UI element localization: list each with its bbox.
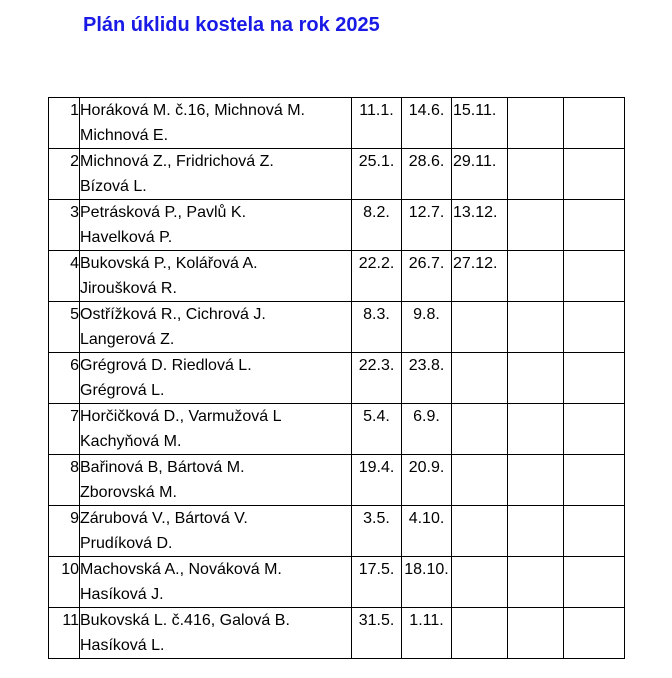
cleaning-team — [80, 455, 352, 506]
cleaning-team — [80, 200, 352, 251]
team-line-2: Langerová Z. — [80, 331, 175, 348]
date-cell-3 — [452, 608, 508, 659]
cleaning-team — [80, 557, 352, 608]
row-number: 10 — [49, 557, 80, 608]
empty-cell — [564, 98, 625, 149]
team-line-2: Havelková P. — [80, 229, 173, 246]
empty-cell — [508, 557, 564, 608]
date-cell-2: 12.7. — [402, 200, 452, 251]
table-row — [49, 404, 625, 455]
empty-cell — [508, 506, 564, 557]
row-number: 3 — [49, 200, 80, 251]
row-number: 9 — [49, 506, 80, 557]
row-number: 2 — [49, 149, 80, 200]
date-cell-2: 28.6. — [402, 149, 452, 200]
cleaning-team — [80, 608, 352, 659]
team-line-1: Michnová Z., Fridrichová Z. — [80, 153, 274, 170]
team-line-1: Bukovská P., Kolářová A. — [80, 255, 258, 272]
date-cell-3 — [452, 455, 508, 506]
team-line-1: Horčičková D., Varmužová L — [80, 408, 282, 425]
date-cell-2: 14.6. — [402, 98, 452, 149]
date-cell-3 — [452, 353, 508, 404]
cleaning-team — [80, 404, 352, 455]
date-cell-2: 18.10. — [402, 557, 452, 608]
date-cell-3: 29.11. — [452, 149, 508, 200]
cleaning-team — [80, 149, 352, 200]
date-cell-1: 22.3. — [352, 353, 402, 404]
team-line-1: Grégrová D. Riedlová L. — [80, 357, 252, 374]
team-line-1: Ostřížková R., Cichrová J. — [80, 306, 266, 323]
empty-cell — [564, 404, 625, 455]
table-row — [49, 200, 625, 251]
team-line-2: Kachyňová M. — [80, 433, 182, 450]
empty-cell — [564, 149, 625, 200]
date-cell-2: 6.9. — [402, 404, 452, 455]
empty-cell — [564, 251, 625, 302]
cleaning-schedule-table — [48, 97, 625, 659]
table-row — [49, 302, 625, 353]
date-cell-1: 8.3. — [352, 302, 402, 353]
date-cell-3: 13.12. — [452, 200, 508, 251]
table-row — [49, 149, 625, 200]
date-cell-1: 17.5. — [352, 557, 402, 608]
team-line-2: Prudíková D. — [80, 535, 173, 552]
empty-cell — [508, 98, 564, 149]
row-number: 5 — [49, 302, 80, 353]
team-line-1: Machovská A., Nováková M. — [80, 561, 282, 578]
date-cell-1: 11.1. — [352, 98, 402, 149]
date-cell-3 — [452, 557, 508, 608]
team-line-1: Zárubová V., Bártová V. — [80, 510, 248, 527]
team-line-1: Bukovská L. č.416, Galová B. — [80, 612, 290, 629]
date-cell-3 — [452, 506, 508, 557]
date-cell-3 — [452, 404, 508, 455]
empty-cell — [564, 353, 625, 404]
team-line-2: Hasíková L. — [80, 637, 165, 654]
row-number: 8 — [49, 455, 80, 506]
date-cell-1: 22.2. — [352, 251, 402, 302]
date-cell-1: 19.4. — [352, 455, 402, 506]
row-number: 4 — [49, 251, 80, 302]
team-line-2: Zborovská M. — [80, 484, 177, 501]
date-cell-1: 5.4. — [352, 404, 402, 455]
date-cell-1: 25.1. — [352, 149, 402, 200]
empty-cell — [508, 149, 564, 200]
empty-cell — [564, 200, 625, 251]
cleaning-team — [80, 506, 352, 557]
date-cell-1: 3.5. — [352, 506, 402, 557]
date-cell-2: 1.11. — [402, 608, 452, 659]
empty-cell — [508, 302, 564, 353]
empty-cell — [564, 506, 625, 557]
table-row — [49, 251, 625, 302]
table-row — [49, 353, 625, 404]
table-row — [49, 608, 625, 659]
row-number: 7 — [49, 404, 80, 455]
empty-cell — [564, 608, 625, 659]
empty-cell — [564, 302, 625, 353]
table-row — [49, 98, 625, 149]
empty-cell — [564, 557, 625, 608]
date-cell-3 — [452, 302, 508, 353]
empty-cell — [564, 455, 625, 506]
row-number: 11 — [49, 608, 80, 659]
team-line-1: Bařinová B, Bártová M. — [80, 459, 245, 476]
date-cell-1: 31.5. — [352, 608, 402, 659]
cleaning-team — [80, 98, 352, 149]
date-cell-3: 27.12. — [452, 251, 508, 302]
row-number: 6 — [49, 353, 80, 404]
page-title: Plán úklidu kostela na rok 2025 — [83, 14, 380, 36]
date-cell-1: 8.2. — [352, 200, 402, 251]
date-cell-2: 26.7. — [402, 251, 452, 302]
date-cell-2: 9.8. — [402, 302, 452, 353]
empty-cell — [508, 455, 564, 506]
cleaning-team — [80, 251, 352, 302]
team-line-1: Horáková M. č.16, Michnová M. — [80, 102, 305, 119]
date-cell-3: 15.11. — [452, 98, 508, 149]
row-number: 1 — [49, 98, 80, 149]
date-cell-2: 4.10. — [402, 506, 452, 557]
date-cell-2: 20.9. — [402, 455, 452, 506]
team-line-1: Petrásková P., Pavlů K. — [80, 204, 247, 221]
team-line-2: Jiroušková R. — [80, 280, 177, 297]
cleaning-team — [80, 353, 352, 404]
empty-cell — [508, 200, 564, 251]
team-line-2: Grégrová L. — [80, 382, 165, 399]
table-row — [49, 506, 625, 557]
empty-cell — [508, 353, 564, 404]
table-row — [49, 455, 625, 506]
team-line-2: Hasíková J. — [80, 586, 164, 603]
empty-cell — [508, 608, 564, 659]
team-line-2: Bízová L. — [80, 178, 147, 195]
table-row — [49, 557, 625, 608]
empty-cell — [508, 251, 564, 302]
empty-cell — [508, 404, 564, 455]
date-cell-2: 23.8. — [402, 353, 452, 404]
team-line-2: Michnová E. — [80, 127, 169, 144]
cleaning-team — [80, 302, 352, 353]
